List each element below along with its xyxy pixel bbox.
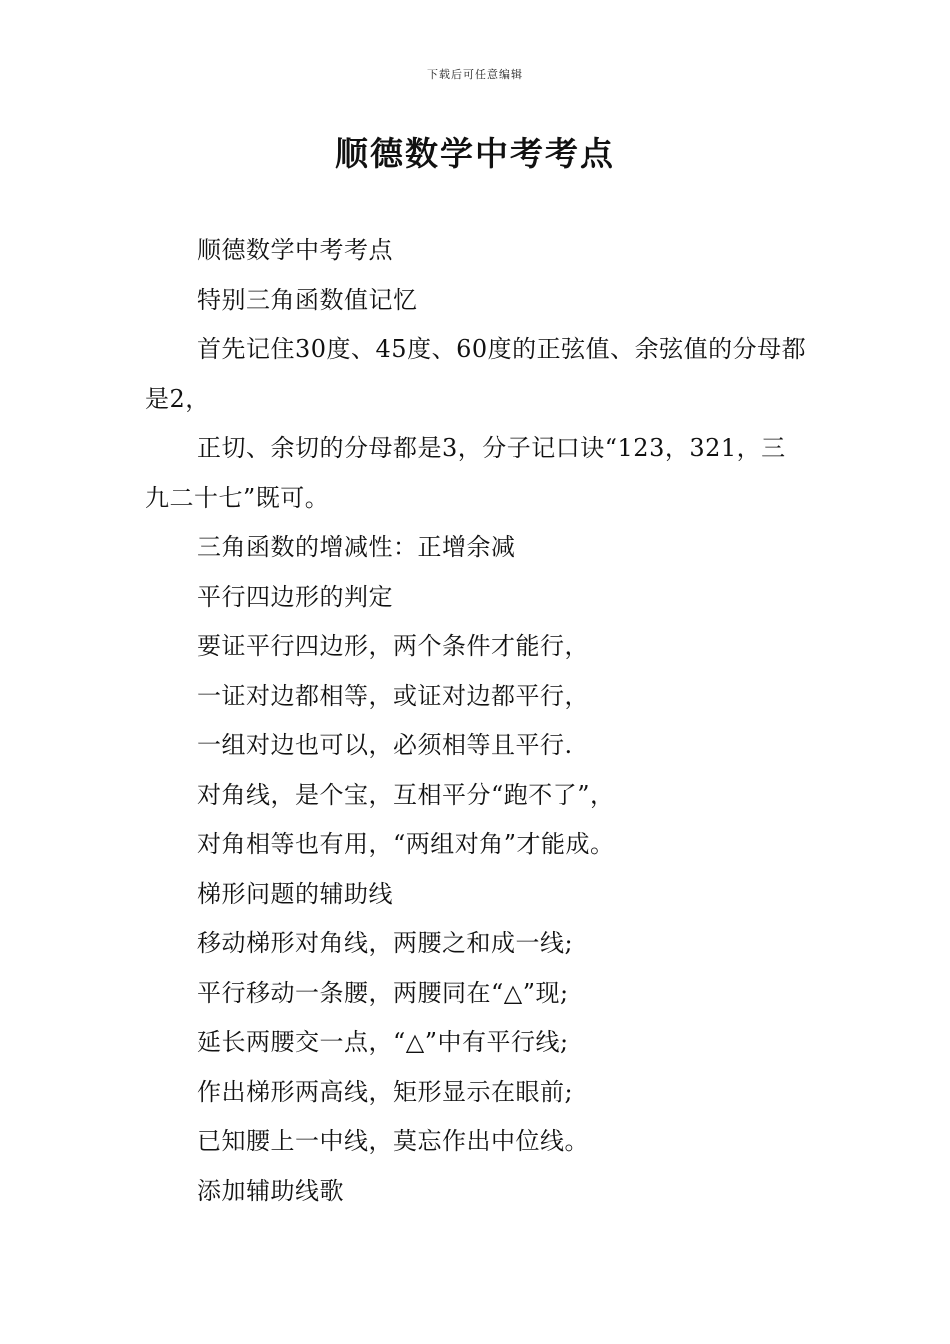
paragraph: 首先记住30度、45度、60度的正弦值、余弦值的分母都是2， bbox=[145, 335, 807, 413]
paragraph: 对角线，是个宝，互相平分“跑不了”， bbox=[197, 780, 615, 809]
paragraph: 移动梯形对角线，两腰之和成一线; bbox=[197, 929, 574, 957]
document-title: 顺德数学中考考点 bbox=[335, 134, 615, 173]
paragraph: 梯形问题的辅助线 bbox=[197, 879, 393, 908]
paragraph: 平行四边形的判定 bbox=[197, 582, 393, 611]
paragraph: 三角函数的增减性：正增余减 bbox=[197, 533, 516, 561]
paragraph: 要证平行四边形，两个条件才能行， bbox=[197, 632, 589, 660]
paragraph: 一组对边也可以，必须相等且平行. bbox=[197, 731, 573, 759]
paragraph: 对角相等也有用，“两组对角”才能成。 bbox=[197, 830, 615, 858]
paragraph: 添加辅助线歌 bbox=[197, 1176, 344, 1205]
paragraph: 平行移动一条腰，两腰同在“△”现; bbox=[197, 978, 569, 1007]
paragraph: 作出梯形两高线，矩形显示在眼前; bbox=[197, 1077, 574, 1106]
paragraph: 延长两腰交一点，“△”中有平行线; bbox=[197, 1028, 569, 1056]
paragraph: 正切、余切的分母都是3，分子记口诀“123，321，三九二十七”既可。 bbox=[145, 434, 786, 512]
header-note: 下载后可任意编辑 bbox=[427, 68, 523, 81]
paragraph: 一证对边都相等，或证对边都平行， bbox=[197, 681, 589, 710]
paragraph: 顺德数学中考考点 bbox=[197, 236, 393, 264]
paragraph: 特别三角函数值记忆 bbox=[197, 285, 418, 314]
document-body bbox=[145, 226, 810, 1216]
paragraph: 已知腰上一中线，莫忘作出中位线。 bbox=[197, 1127, 589, 1155]
